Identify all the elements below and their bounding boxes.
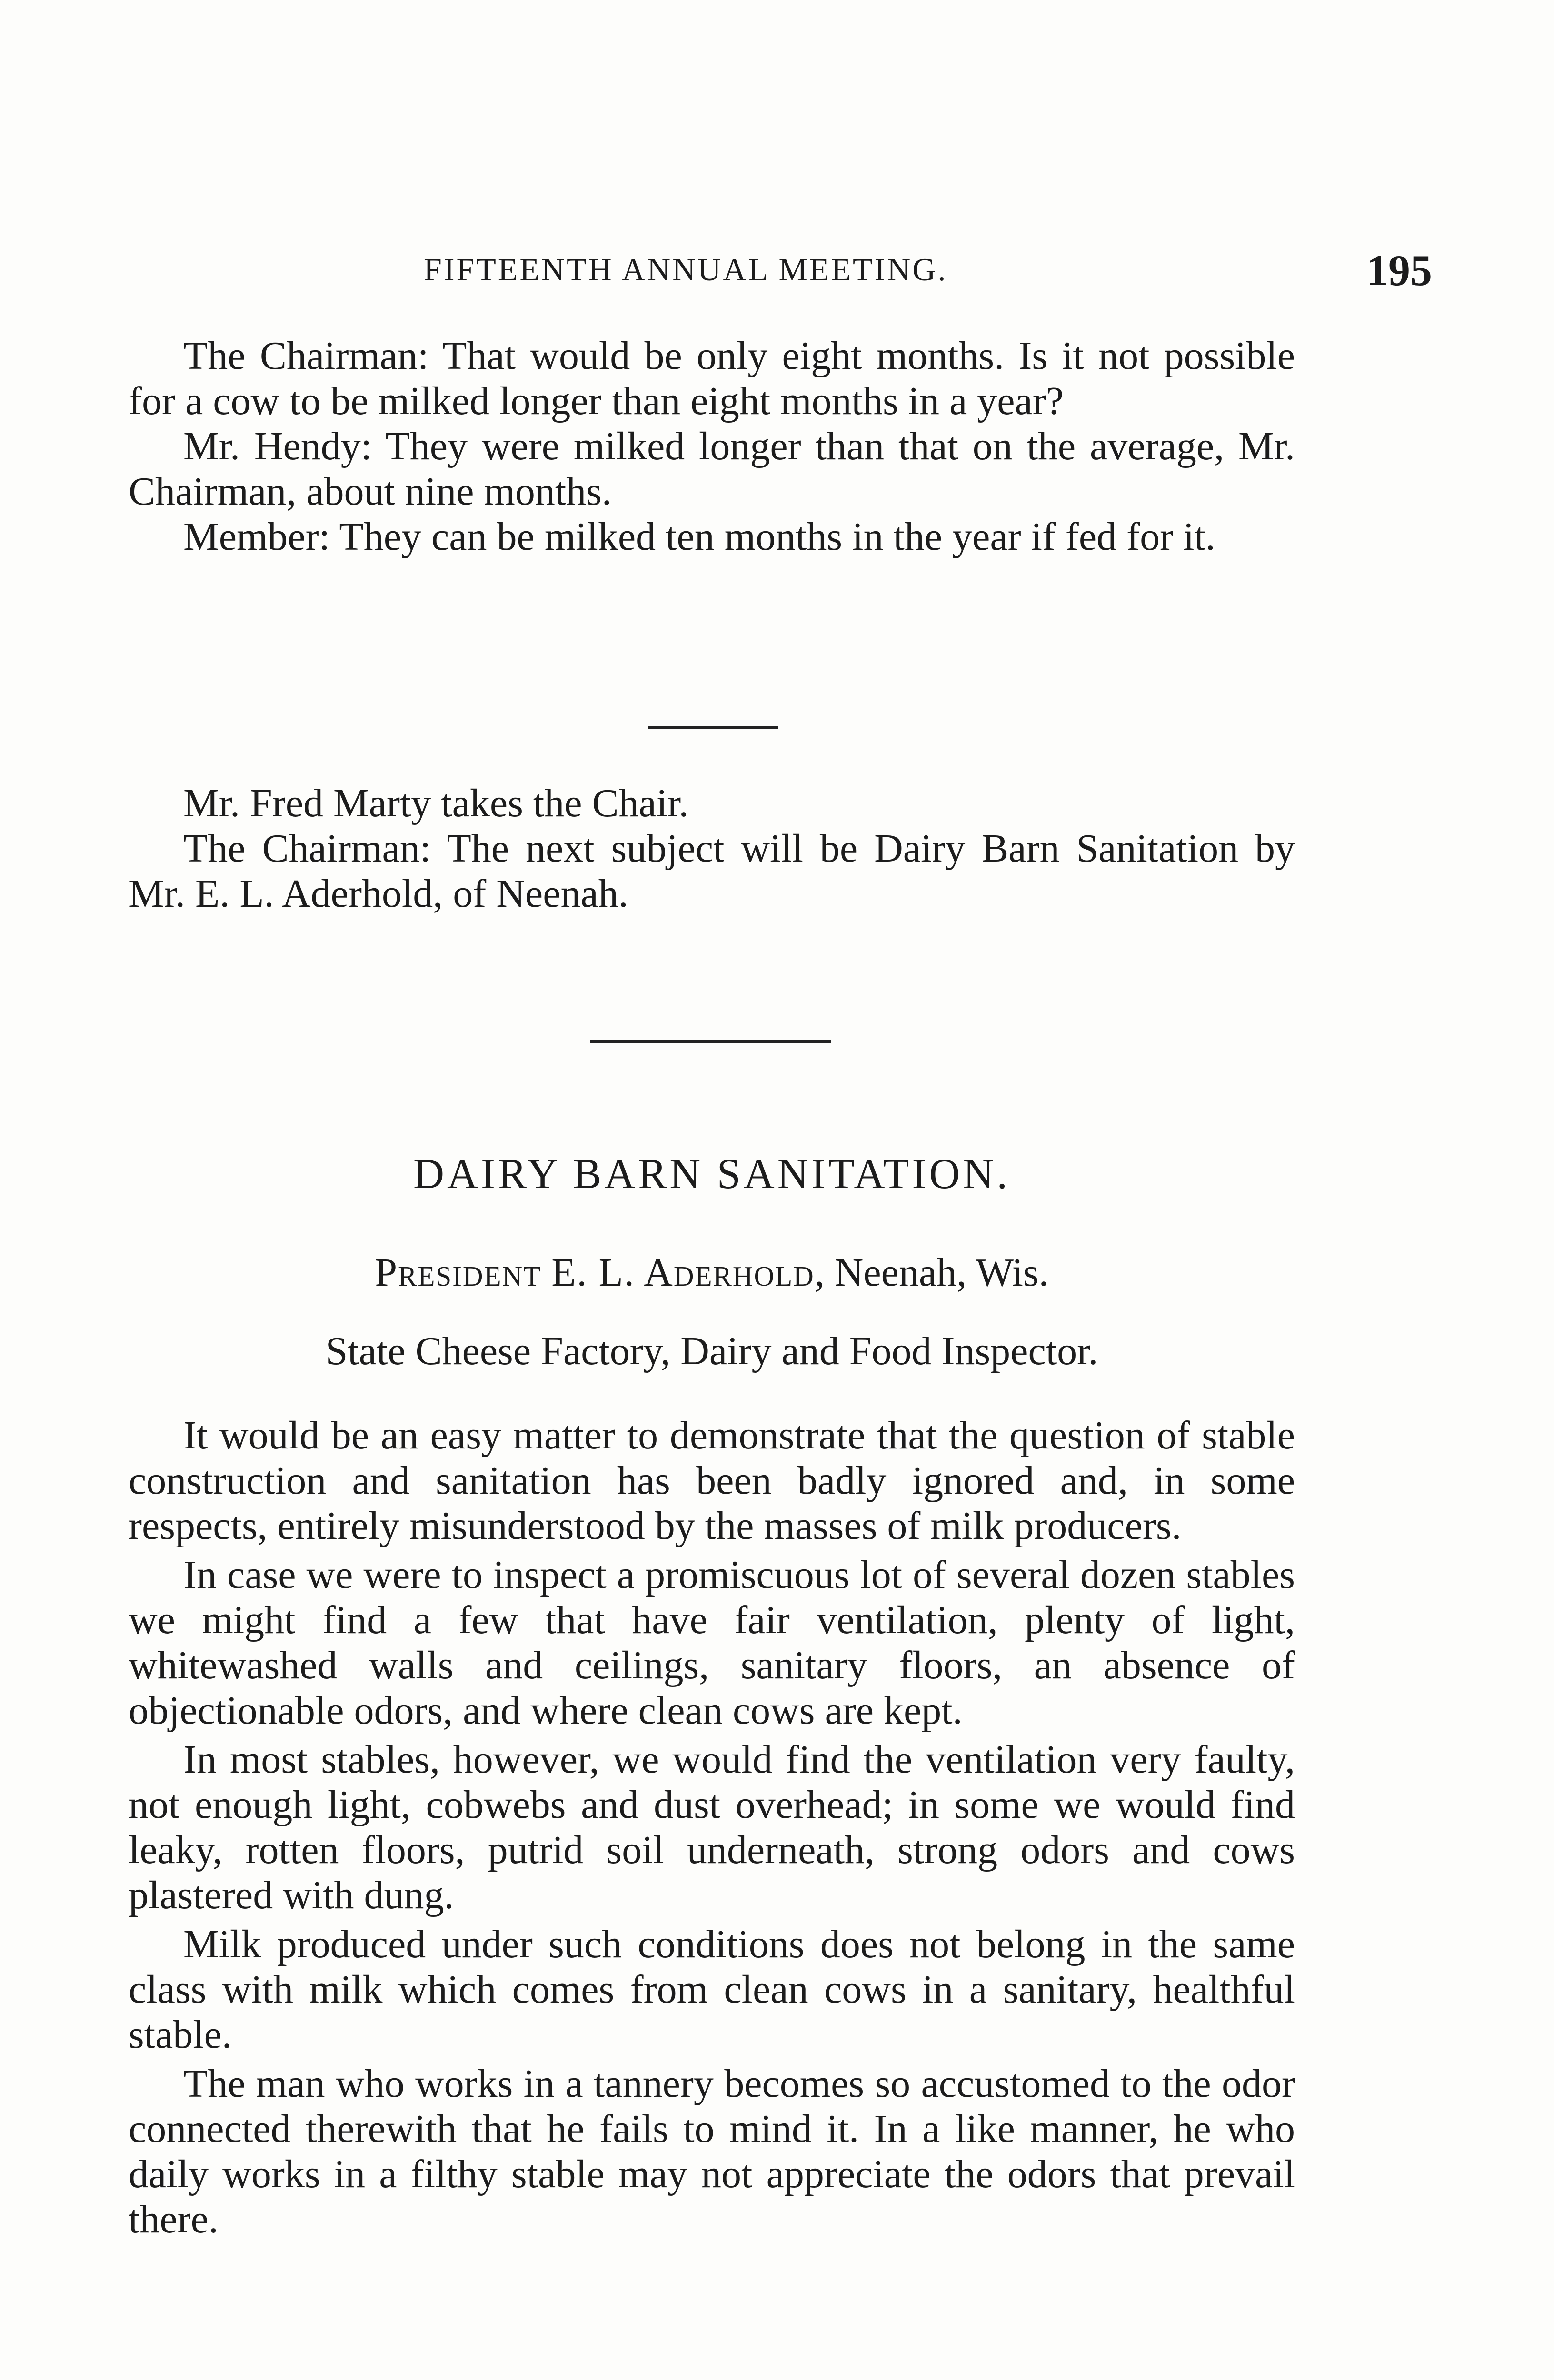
author-name: E. L. Aderhold [551, 1250, 815, 1295]
body-paragraph: In most stables, however, we would find the ventilation very faulty, not enough light, cobwebs and dust overhead; in some we would find leaky, rotten floors, putrid soil underneath, strong odors and cows plastered with dung. [129, 1737, 1295, 1917]
body-paragraph: It would be an easy matter to demonstrate that the question of stable construction and sanitation has been badly ignored and, in some respects, entirely misunderstood by the masses of milk producers. [129, 1413, 1295, 1548]
section-divider [648, 726, 778, 729]
author-place: , Neenah, Wis. [814, 1250, 1049, 1295]
page-number: 195 [1366, 246, 1432, 295]
author-position: State Cheese Factory, Dairy and Food Inspector. [325, 1329, 1098, 1373]
article-title: DAIRY BARN SANITATION. [413, 1150, 1010, 1198]
transition-paragraph: Mr. Fred Marty takes the Chair. [183, 781, 689, 825]
section-divider [590, 1040, 831, 1043]
discussion-paragraph: Member: They can be milked ten months in the year if fed for it. [183, 515, 1215, 559]
body-paragraph: Milk produced under such conditions does not belong in the same class with milk which comes from clean cows in a sanitary, healthful stable. [129, 1922, 1295, 2057]
transition-paragraph: The Chairman: The next subject will be Dairy Barn Sanitation by Mr. E. L. Aderhold, of Neenah. [129, 826, 1295, 916]
author-role: President [375, 1250, 542, 1295]
author-byline [129, 1250, 1295, 1296]
discussion-section [129, 333, 1295, 559]
article-body [129, 1409, 1295, 2242]
body-paragraph: The man who works in a tannery becomes so accustomed to the odor connected therewith that he fails to mind it. In a like manner, he who daily works in a filthy stable may not appreciate the odors that prevail there. [129, 2062, 1295, 2241]
body-paragraph: In case we were to inspect a promiscuous lot of several dozen stables we might find a few that have fair ventilation, plenty of light, whitewashed walls and ceilings, sanitary floors, an absence of objectionable odors, and where clean cows are kept. [129, 1553, 1295, 1733]
discussion-paragraph: The Chairman: That would be only eight months. Is it not possible for a cow to be milked longer than eight months in a year? [129, 334, 1295, 423]
discussion-paragraph: Mr. Hendy: They were milked longer than that on the average, Mr. Chairman, about nine months. [129, 424, 1295, 514]
running-header [129, 245, 1432, 302]
transition-section [129, 781, 1295, 916]
running-title: FIFTEENTH ANNUAL MEETING. [424, 251, 948, 288]
